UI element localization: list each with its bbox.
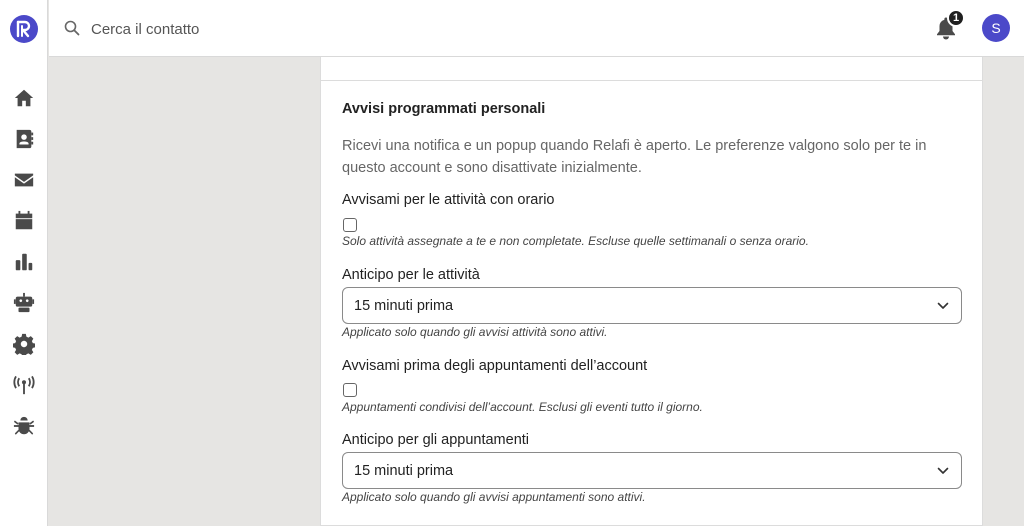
top-bar <box>49 0 1024 57</box>
task-alerts-hint: Solo attività assegnate a te e non completate. Escluse quelle settimanali o senza orario. <box>342 234 809 248</box>
home-icon <box>13 87 35 109</box>
chevron-down-icon <box>937 467 949 475</box>
appointment-lead-hint: Applicato solo quando gli avvisi appuntamenti sono attivi. <box>342 490 646 504</box>
bar-chart-icon <box>13 251 35 273</box>
sidebar-item-contacts[interactable] <box>12 127 36 151</box>
sidebar-item-automation[interactable] <box>12 291 36 315</box>
sidebar-item-mail[interactable] <box>12 168 36 192</box>
sidebar-item-reports[interactable] <box>12 250 36 274</box>
section-description: Ricevi una notifica e un popup quando Relafi è aperto. Le preferenze valgono solo per te in questo account e sono disattivate inizialmente. <box>342 138 927 176</box>
contact-book-icon <box>13 128 35 150</box>
task-alerts-label: Avvisami per le attività con orario <box>342 192 555 208</box>
appointment-lead-value: 15 minuti prima <box>354 463 454 479</box>
settings-panel <box>320 57 983 526</box>
search-input[interactable] <box>91 14 591 44</box>
section-divider <box>321 80 982 81</box>
sidebar <box>0 0 48 526</box>
app-logo[interactable] <box>10 15 38 43</box>
appointment-alerts-checkbox[interactable] <box>343 383 357 397</box>
notification-count-badge: 1 <box>947 9 965 27</box>
task-lead-value: 15 minuti prima <box>354 298 454 314</box>
bug-icon <box>13 415 35 437</box>
gear-icon <box>13 333 35 355</box>
task-lead-label: Anticipo per le attività <box>342 267 480 283</box>
task-lead-select[interactable] <box>342 287 962 324</box>
appointment-lead-select[interactable] <box>342 452 962 489</box>
task-lead-hint: Applicato solo quando gli avvisi attività sono attivi. <box>342 325 608 339</box>
sidebar-item-debug[interactable] <box>12 414 36 438</box>
sidebar-item-home[interactable] <box>12 86 36 110</box>
sidebar-item-broadcast[interactable] <box>12 373 36 397</box>
calendar-icon <box>13 210 35 232</box>
task-alerts-checkbox[interactable] <box>343 218 357 232</box>
robot-icon <box>13 292 35 314</box>
logo-icon <box>15 20 33 38</box>
appointment-lead-label: Anticipo per gli appuntamenti <box>342 432 530 448</box>
envelope-icon <box>13 169 35 191</box>
section-title: Avvisi programmati personali <box>342 101 546 117</box>
antenna-icon <box>13 374 35 396</box>
chevron-down-icon <box>937 302 949 310</box>
sidebar-item-calendar[interactable] <box>12 209 36 233</box>
search-icon <box>64 20 80 36</box>
sidebar-item-settings[interactable] <box>12 332 36 356</box>
user-avatar[interactable]: S <box>982 14 1010 42</box>
appointment-alerts-hint: Appuntamenti condivisi dell’account. Esclusi gli eventi tutto il giorno. <box>342 400 703 414</box>
appointment-alerts-label: Avvisami prima degli appuntamenti dell’account <box>342 358 648 374</box>
